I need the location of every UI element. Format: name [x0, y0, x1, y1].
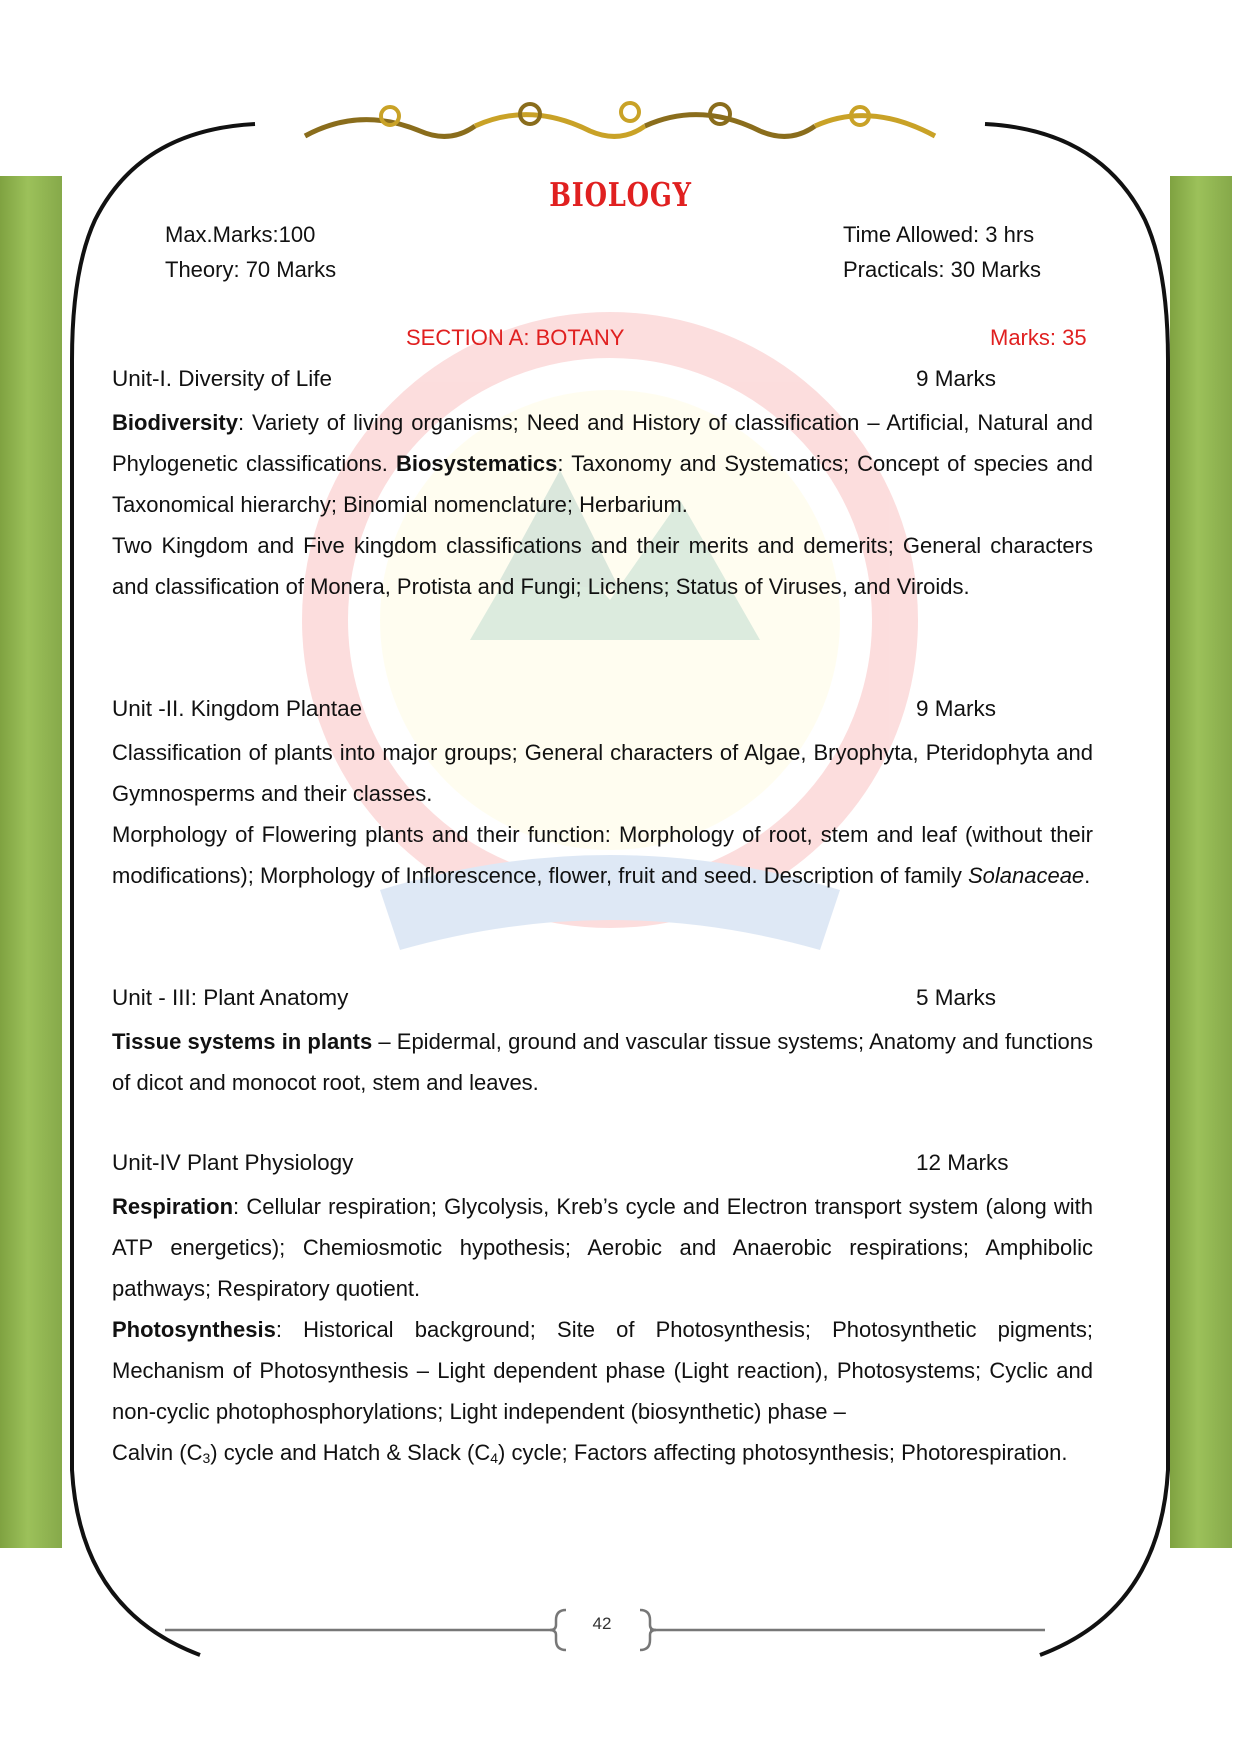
term-respiration: Respiration — [112, 1194, 234, 1219]
term-photosynthesis: Photosynthesis — [112, 1317, 276, 1342]
unit-1-marks: 9 Marks — [916, 366, 997, 391]
unit-2-title: Unit -II. Kingdom Plantae — [112, 696, 363, 721]
page-number: 42 — [592, 1614, 612, 1633]
family-name: Solanaceae — [967, 863, 1085, 888]
section-title: SECTION A: BOTANY — [406, 325, 625, 350]
term-biodiversity: Biodiversity — [112, 410, 238, 435]
unit-3-marks: 5 Marks — [916, 985, 997, 1010]
unit-3-title: Unit - III: Plant Anatomy — [112, 985, 349, 1010]
gold-scroll-ornament — [300, 96, 940, 146]
unit-4-paragraph-3: Calvin $(C_3)$ cycle and Hatch & Slack $(C_4)$ cycle; Factors affecting photosynthesis; Photorespiration. — [112, 1440, 1068, 1466]
unit-4-paragraph-2: Photosynthesis: Historical background; Site of Photosynthesis; Photosynthetic pigments; Mechanism of Photosynthesis – Light dependent phase (Light reaction), Photosystems; Cyclic and non-cyclic photophosphorylations; Light independent (biosynthetic) phase – — [112, 1317, 1093, 1424]
unit-2-paragraph-1: Classification of plants into major groups; General characters of Algae, Bryophyta, Pteridophyta and Gymnosperms and their classes. — [112, 740, 1093, 806]
time-allowed: Time Allowed: 3 hrs — [843, 222, 1035, 247]
unit-2-marks: 9 Marks — [916, 696, 997, 721]
unit-4-paragraph-1: Respiration: Cellular respiration; Glycolysis, Kreb’s cycle and Electron transport system (along with ATP energetics); Chemiosmotic hypothesis; Aerobic and Anaerobic respirations; Amphibolic pathways; Respiratory quotient. — [112, 1194, 1093, 1301]
section-marks: Marks: 35 — [990, 325, 1087, 350]
unit-4-title: Unit-IV Plant Physiology — [112, 1150, 354, 1175]
unit-1-title: Unit-I. Diversity of Life — [112, 366, 333, 391]
theory-marks: Theory: 70 Marks — [165, 257, 337, 282]
term-tissue-systems: Tissue systems in plants — [112, 1029, 373, 1054]
unit-3-paragraph-1: Tissue systems in plants – Epidermal, ground and vascular tissue systems; Anatomy and functions of dicot and monocot root, stem and leaves. — [112, 1029, 1093, 1095]
unit-2-paragraph-2: Morphology of Flowering plants and their function: Morphology of root, stem and leaf (without their modifications); Morphology of Inflorescence, flower, fruit and seed. Description of family Solanaceae. — [112, 822, 1093, 888]
practicals-marks: Practicals: 30 Marks — [843, 257, 1042, 282]
max-marks: Max.Marks:100 — [165, 222, 316, 247]
unit-4-marks: 12 Marks — [916, 1150, 1009, 1175]
unit-1-paragraph-2: Two Kingdom and Five kingdom classifications and their merits and demerits; General characters and classification of Monera, Protista and Fungi; Lichens; Status of Viruses, and Viroids. — [112, 533, 1093, 599]
page-title: BIOLOGY — [549, 175, 692, 214]
term-biosystematics: Biosystematics — [395, 451, 558, 476]
unit-1-paragraph-1: Biodiversity: Variety of living organisms; Need and History of classification – Artificial, Natural and Phylogenetic classifications. Biosystematics: Taxonomy and Systematics; Concept of species and Taxonomical hierarchy; Binomial nomenclature; Herbarium. — [112, 410, 1093, 517]
